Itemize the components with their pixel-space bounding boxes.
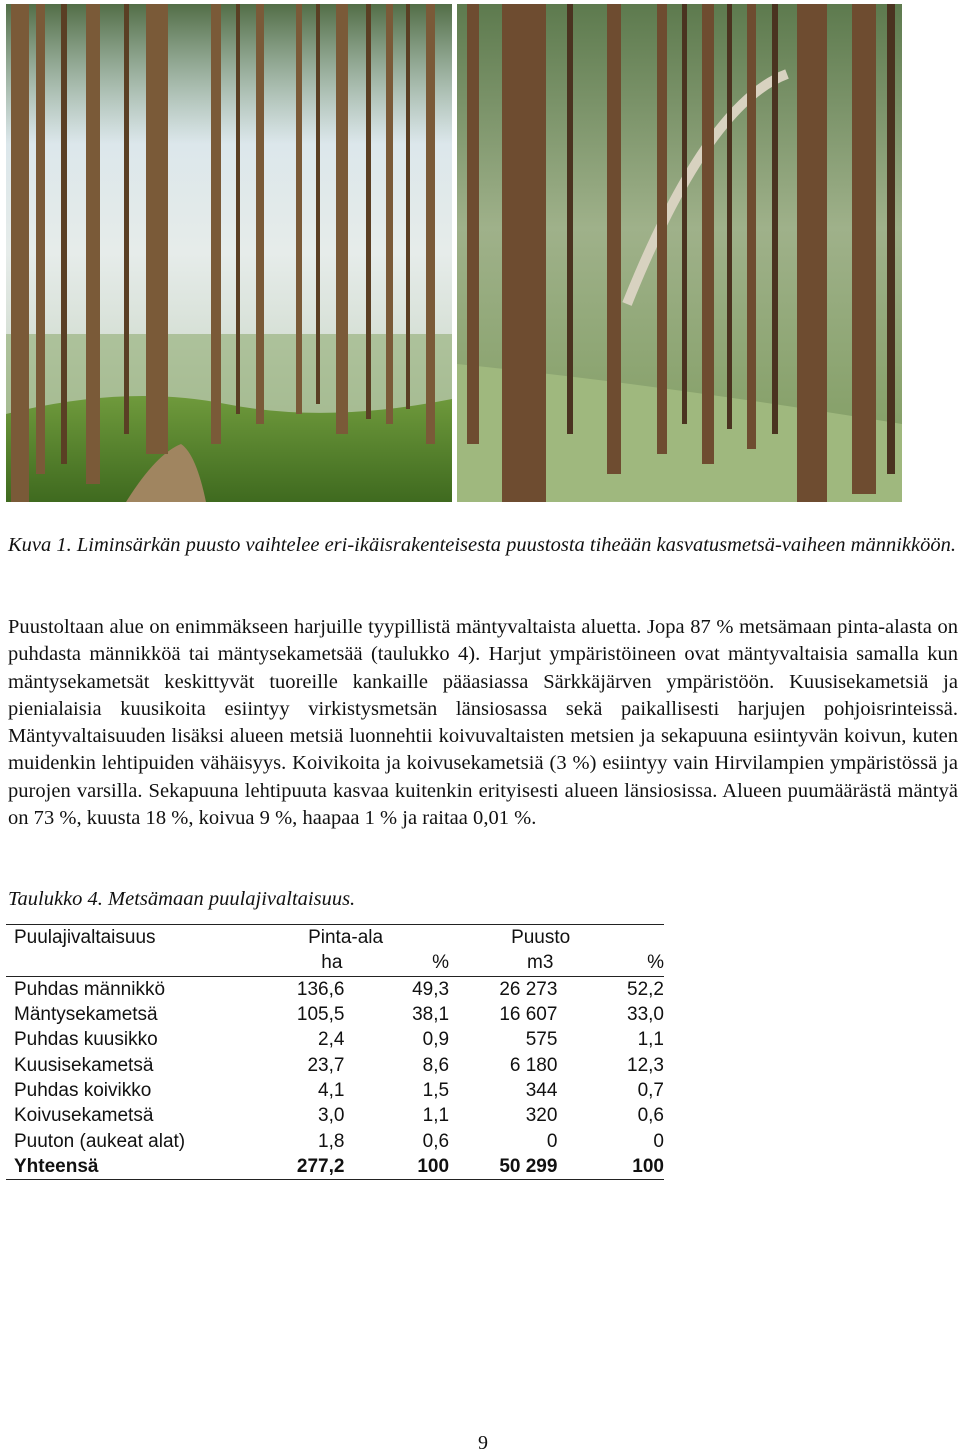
pine-forest-photo-right — [457, 4, 902, 502]
row-area-percent: 1,1 — [422, 1105, 450, 1127]
row-label: Puhdas koivikko — [14, 1079, 152, 1101]
row-volume-percent: 0,6 — [637, 1105, 664, 1127]
table-row — [6, 1128, 664, 1153]
total-area-percent: 100 — [344, 1154, 449, 1180]
row-volume-m3: 16 607 — [499, 1004, 558, 1026]
total-volume-m3: 50 299 — [449, 1154, 557, 1180]
row-area-percent: 0,9 — [422, 1029, 450, 1051]
header-volume: Puusto — [449, 925, 664, 951]
row-volume-m3: 320 — [525, 1105, 558, 1127]
row-label: Puuton (aukeat alat) — [14, 1130, 186, 1152]
row-label: Mäntysekametsä — [14, 1004, 158, 1026]
row-area-percent: 38,1 — [412, 1004, 450, 1026]
body-paragraph: Puustoltaan alue on enimmäkseen harjuille tyypillistä mäntyvaltaista aluetta. Jopa 87 % metsämaan pinta-alasta on puhdasta männikköä tai mäntysekametsää (taulukko 4). Harjut ympäristöineen ovat mäntyvaltaisia samalla kun mäntysekametsät keskittyvät tuoreille kankaille pääasiassa Särkkäjärven ympäristöön. Kuusisekametsiä ja pienialaisia kuusikoita esiintyy virkistysmetsän länsiosassa sekä paikallisesti harjujen pohjoisrinteissä. Mäntyvaltaisuuden lisäksi alueen metsiä luonnehtii koivuvaltaisten metsien ja sekapuuna esiintyvän koivun, kuten muidenkin lehtipuiden vähäisyys. Koivikoita ja koivusekametsiä (3 %) esiintyy vain Hirvilampien ympäristössä ja purojen varsilla. Sekapuuna lehtipuuta kasvaa kuitenkin erityisesti alueen länsiosissa. Alueen puumäärästä mäntyä on 73 %, kuusta 18 %, koivua 9 %, haapaa 1 % ja raitaa 0,01 %. — [8, 616, 958, 830]
row-volume-m3: 0 — [546, 1130, 558, 1152]
subheader-area-percent: % — [344, 950, 449, 976]
row-volume-m3: 575 — [525, 1029, 558, 1051]
table-row — [6, 1078, 664, 1103]
table-total-row — [6, 1154, 664, 1180]
row-volume-m3: 6 180 — [509, 1054, 558, 1076]
row-area-percent: 0,6 — [422, 1130, 450, 1152]
row-volume-percent: 1,1 — [637, 1029, 664, 1051]
table-header-row — [6, 925, 664, 951]
table-row — [6, 1027, 664, 1052]
total-volume-percent: 100 — [557, 1154, 664, 1180]
row-area-ha: 23,7 — [307, 1054, 345, 1076]
page-number: 9 — [478, 1432, 488, 1454]
subheader-ha: ha — [216, 950, 344, 976]
row-area-percent: 1,5 — [422, 1079, 450, 1101]
row-area-ha: 136,6 — [296, 978, 345, 1000]
table-row — [6, 1052, 664, 1077]
row-volume-percent: 33,0 — [627, 1004, 664, 1026]
total-label: Yhteensä — [6, 1154, 216, 1180]
row-label: Puhdas männikkö — [14, 978, 166, 1000]
table-row — [6, 1103, 664, 1128]
subheader-m3: m3 — [449, 950, 557, 976]
row-volume-percent: 0,7 — [637, 1079, 664, 1101]
table-title: Taulukko 4. Metsämaan puulajivaltaisuus. — [8, 888, 356, 910]
header-species: Puulajivaltaisuus — [6, 925, 216, 951]
row-volume-percent: 52,2 — [627, 978, 664, 1000]
header-area: Pinta-ala — [216, 925, 449, 951]
row-area-ha: 4,1 — [318, 1079, 345, 1101]
row-volume-m3: 26 273 — [499, 978, 558, 1000]
row-label: Kuusisekametsä — [14, 1054, 154, 1076]
row-label: Puhdas kuusikko — [14, 1029, 158, 1051]
row-label: Koivusekametsä — [14, 1105, 154, 1127]
subheader-volume-percent: % — [557, 950, 664, 976]
row-volume-m3: 344 — [525, 1079, 558, 1101]
row-area-ha: 1,8 — [318, 1130, 345, 1152]
row-volume-percent: 0 — [653, 1130, 664, 1152]
row-area-ha: 3,0 — [318, 1105, 345, 1127]
table-row — [6, 976, 664, 1002]
row-volume-percent: 12,3 — [627, 1054, 664, 1076]
row-area-ha: 2,4 — [318, 1029, 345, 1051]
pine-forest-photo-left — [6, 4, 452, 502]
row-area-percent: 8,6 — [422, 1054, 450, 1076]
row-area-ha: 105,5 — [296, 1004, 345, 1026]
figure-caption: Kuva 1. Liminsärkän puusto vaihtelee eri-ikäisrakenteisesta puustosta tiheään kasvatusmetsä-vaiheen männikköön. — [8, 534, 956, 556]
total-area-ha: 277,2 — [216, 1154, 344, 1180]
tree-species-table — [6, 924, 664, 1180]
table-row — [6, 1002, 664, 1027]
table-subheader-row — [6, 950, 664, 976]
row-area-percent: 49,3 — [412, 978, 450, 1000]
